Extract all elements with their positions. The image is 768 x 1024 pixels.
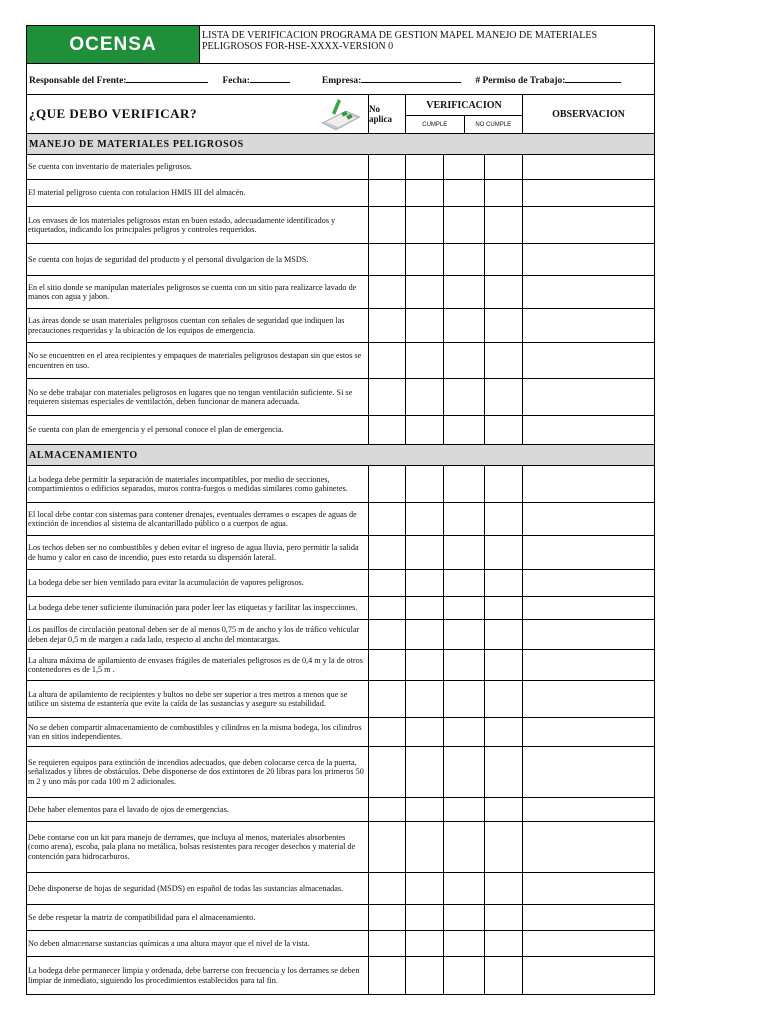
no-cumple-cell[interactable] [444,681,485,717]
question-header [27,95,369,133]
question-title: ¿QUE DEBO VERIFICAR? [29,106,197,121]
cumple-cell[interactable] [406,650,444,680]
responsable-field[interactable] [29,73,208,86]
cumple-cell[interactable] [406,873,444,904]
cumple-header: CUMPLE [406,116,465,133]
no-cumple-cell[interactable] [444,466,485,502]
no-cumple-cell[interactable] [444,822,485,872]
observacion-cell[interactable] [523,822,654,872]
table-row [27,747,654,798]
row-text: Se cuenta con hojas de seguridad del producto y el personal divulgacion de la MSDS. [27,244,369,275]
empresa-label: Empresa: [321,75,362,86]
no-aplica-cell[interactable] [369,244,406,275]
row-text: No se debe trabajar con materiales peligrosos en lugares que no tengan ventilación suficiente. Si se requieren sistemas especiales de ventilación, deben funcionar de manera adecuada. [27,379,369,415]
no-aplica-cell[interactable] [369,207,406,243]
fecha-label: Fecha: [222,75,250,86]
no-aplica-cell[interactable] [369,747,406,797]
cumple-cell[interactable] [406,207,444,243]
no-cumple-cell[interactable] [444,207,485,243]
no-cumple-cell[interactable] [444,503,485,535]
no-cumple-cell[interactable] [444,343,485,378]
table-row [27,379,654,416]
no-aplica-cell[interactable] [369,681,406,717]
no-cumple-cell[interactable] [444,276,485,308]
cumple-cell[interactable] [406,718,444,746]
no-aplica-cell[interactable] [369,503,406,535]
spacer-cell [485,244,523,275]
no-cumple-cell[interactable] [444,873,485,904]
cumple-cell[interactable] [406,244,444,275]
fecha-field[interactable] [222,73,289,86]
cumple-cell[interactable] [406,681,444,717]
observacion-cell[interactable] [523,718,654,746]
no-cumple-cell[interactable] [444,747,485,797]
no-cumple-cell[interactable] [444,536,485,569]
no-aplica-cell[interactable] [369,822,406,872]
row-text: La bodega debe permanecer limpia y ordenada, debe barrerse con frecuencia y los derrames se deben limpiar de inmediato, siguiendo los procedimientos establecidos para tal fin. [27,957,369,994]
no-aplica-cell[interactable] [369,536,406,569]
spacer-cell [485,620,523,649]
no-aplica-cell[interactable] [369,905,406,930]
table-row [27,244,654,276]
verificacion-header [406,95,523,133]
table-row [27,180,654,207]
observacion-cell[interactable] [523,798,654,821]
no-cumple-cell[interactable] [444,180,485,206]
table-row [27,822,654,873]
column-header [27,95,654,134]
permiso-label: # Permiso de Trabajo: [475,75,566,86]
observacion-cell[interactable] [523,597,654,619]
checklist-icon [316,97,366,131]
observacion-cell[interactable] [523,155,654,179]
row-text: Se cuenta con inventario de materiales peligrosos. [27,155,369,179]
row-text: La bodega debe permitir la separación de materiales incompatibles, por medio de secciones, compartimientos o edificios separados, muros contra-fuegos o medidas similares como gabinetes. [27,466,369,502]
row-text: Se cuenta con plan de emergencia y el personal conoce el plan de emergencia. [27,416,369,444]
no-aplica-cell[interactable] [369,416,406,444]
no-aplica-cell[interactable] [369,873,406,904]
spacer-cell [485,155,523,179]
cumple-cell[interactable] [406,931,444,956]
cumple-cell[interactable] [406,570,444,596]
no-cumple-cell[interactable] [444,620,485,649]
form-header [27,25,654,64]
table-row [27,620,654,650]
cumple-cell[interactable] [406,597,444,619]
row-text: El material peligroso cuenta con rotulacion HMIS III del almacén. [27,180,369,206]
spacer-cell [485,379,523,415]
no-cumple-cell[interactable] [444,597,485,619]
no-cumple-header: NO CUMPLE [475,121,512,128]
spacer-cell [485,873,523,904]
cumple-cell[interactable] [406,536,444,569]
logo-text: OCENSA [69,33,157,55]
observacion-cell[interactable] [523,416,654,444]
observacion-cell[interactable] [523,681,654,717]
observacion-header: OBSERVACION [552,108,625,120]
table-row [27,718,654,747]
no-aplica-cell[interactable] [369,466,406,502]
cumple-cell[interactable] [406,798,444,821]
section-title-manejo: MANEJO DE MATERIALES PELIGROSOS [27,134,654,155]
no-cumple-cell[interactable] [444,416,485,444]
table-row [27,466,654,503]
spacer-cell [485,276,523,308]
table-row [27,957,654,995]
no-cumple-cell[interactable] [444,244,485,275]
no-aplica-cell[interactable] [369,155,406,179]
cumple-cell[interactable] [406,503,444,535]
no-cumple-cell[interactable] [444,379,485,415]
spacer-cell [485,503,523,535]
no-aplica-cell[interactable] [369,650,406,680]
section-title-almacenamiento: ALMACENAMIENTO [27,445,654,466]
table-row [27,416,654,445]
observacion-cell[interactable] [523,905,654,930]
observacion-cell[interactable] [523,343,654,378]
spacer-cell [485,747,523,797]
no-cumple-cell[interactable] [444,650,485,680]
table-row [27,597,654,620]
observacion-cell[interactable] [523,207,654,243]
cumple-cell[interactable] [406,620,444,649]
ocensa-logo [27,26,200,63]
row-text: Debe haber elementos para el lavado de ojos de emergencias. [27,798,369,821]
no-aplica-cell[interactable] [369,597,406,619]
spacer-cell [485,207,523,243]
row-text: No deben almacenarse sustancias químicas a una altura mayor que el nivel de la vista. [27,931,369,956]
no-aplica-cell[interactable] [369,276,406,308]
observacion-cell[interactable] [523,620,654,649]
no-aplica-cell[interactable] [369,570,406,596]
spacer-cell [485,570,523,596]
spacer-cell [485,309,523,342]
table-row [27,309,654,343]
verificacion-title: VERIFICACION [406,95,522,116]
row-text: La bodega debe ser bien ventilado para evitar la acumulación de vapores peligrosos. [27,570,369,596]
table-row [27,681,654,718]
observacion-cell[interactable] [523,379,654,415]
spacer-cell [485,905,523,930]
no-aplica-cell[interactable] [369,798,406,821]
cumple-cell[interactable] [406,276,444,308]
row-text: La altura de apilamiento de recipientes y bultos no debe ser superior a tres metros a menos que se utilice un sistema de estantería que evite la caída de las sustancias y asegure su estabilidad. [27,681,369,717]
no-cumple-cell[interactable] [444,957,485,994]
table-row [27,931,654,957]
observacion-cell[interactable] [523,570,654,596]
observacion-cell[interactable] [523,931,654,956]
responsable-label: Responsable del Frente: [29,75,127,86]
cumple-cell[interactable] [406,180,444,206]
spacer-cell [485,957,523,994]
no-cumple-cell[interactable] [444,570,485,596]
observacion-cell[interactable] [523,503,654,535]
cumple-cell[interactable] [406,466,444,502]
observacion-cell[interactable] [523,873,654,904]
table-row [27,570,654,597]
no-aplica-cell[interactable] [369,343,406,378]
row-text: Los pasillos de circulación peatonal deben ser de al menos 0,75 m de ancho y los de tráfico vehicular deben dejar 0,5 m de margen a cada lado, respecto al ancho del montacargas. [27,620,369,649]
meta-row [27,64,654,95]
table-row [27,503,654,536]
observacion-cell[interactable] [523,276,654,308]
no-cumple-cell[interactable] [444,905,485,930]
spacer-cell [485,681,523,717]
observacion-cell[interactable] [523,466,654,502]
spacer-cell [485,718,523,746]
row-text: No se encuentren en el area recipientes y empaques de materiales peligrosos destapan sin que estos se encuentren en uso. [27,343,369,378]
cumple-cell[interactable] [406,379,444,415]
spacer-cell [485,466,523,502]
table-row [27,343,654,379]
table-row [27,155,654,180]
spacer-cell [485,180,523,206]
row-text: Los envases de los materiales peligrosos estan en buen estado, adecuadamente identificados y etiquetados, indicando los principales peligros y controles requeridos. [27,207,369,243]
no-aplica-cell[interactable] [369,718,406,746]
no-aplica-cell[interactable] [369,379,406,415]
row-text: La altura máxima de apilamiento de envases frágiles de materiales peligrosos es de 0,4 m y la de otros contenedores es de 1,5 m . [27,650,369,680]
no-aplica-cell[interactable] [369,180,406,206]
spacer-cell [485,536,523,569]
no-aplica-cell[interactable] [369,931,406,956]
cumple-cell[interactable] [406,416,444,444]
no-aplica-cell[interactable] [369,309,406,342]
no-aplica-header: No aplica [369,95,406,133]
cumple-cell[interactable] [406,822,444,872]
row-text: La bodega debe tener suficiente iluminación para poder leer las etiquetas y facilitar las inspecciones. [27,597,369,619]
table-row [27,905,654,931]
cumple-cell[interactable] [406,309,444,342]
observacion-cell[interactable] [523,957,654,994]
observacion-cell[interactable] [523,309,654,342]
row-text: El local debe contar con sistemas para contener drenajes, eventuales derrames o escapes de aguas de extinción de incendios al sistema de alcantarillado público o a cuerpos de agua. [27,503,369,535]
observacion-cell[interactable] [523,536,654,569]
table-row [27,798,654,822]
row-text: Los techos deben ser no combustibles y deben evitar el ingreso de agua lluvia, pero permitir la salida de humo y calor en caso de incendio, pues esto retarda su dispersión lateral. [27,536,369,569]
table-row [27,650,654,681]
row-text: Se requieren equipos para extinción de incendios adecuados, que deben colocarse cerca de la puerta, señalizados y libres de obstáculos. Debe disponerse de dos extintores de 20 libras para los primeros 50 m 2 y uno más por cada 100 m 2 adicionales. [27,747,369,797]
spacer-cell [485,650,523,680]
no-cumple-cell[interactable] [444,718,485,746]
empresa-field[interactable] [322,73,461,86]
spacer-cell [485,822,523,872]
table-row [27,873,654,905]
spacer-cell [485,597,523,619]
observacion-cell[interactable] [523,244,654,275]
observacion-cell[interactable] [523,747,654,797]
observacion-cell[interactable] [523,180,654,206]
no-cumple-cell[interactable] [444,155,485,179]
permiso-field[interactable] [475,73,621,86]
row-text: En el sitio donde se manipulan materiales peligrosos se cuenta con un sitio para realizarce lavado de manos con agua y jabon. [27,276,369,308]
table-row [27,276,654,309]
cumple-cell[interactable] [406,905,444,930]
table-row [27,207,654,244]
no-aplica-cell[interactable] [369,620,406,649]
no-aplica-cell[interactable] [369,957,406,994]
row-text: Debe contarse con un kit para manejo de derrames, que incluya al menos, materiales absorbentes (como arena), escoba, pala plana no metálica, bolsas resistentes para recoger desechos y material de contención para hidrocarburos. [27,822,369,872]
no-cumple-cell[interactable] [444,309,485,342]
spacer-cell [485,416,523,444]
no-cumple-cell[interactable] [444,931,485,956]
row-text: No se deben compartir almacenamiento de combustibles y cilindros en la misma bodega, los cilindros van en sitios independientes. [27,718,369,746]
table-row [27,536,654,570]
row-text: Las áreas donde se usan materiales peligrosos cuentan con señales de seguridad que indiquen las precauciones requeridas y la ubicación de los equipos de emergencia. [27,309,369,342]
cumple-cell[interactable] [406,747,444,797]
no-cumple-cell[interactable] [444,798,485,821]
checklist-sheet [26,25,655,995]
document-title: LISTA DE VERIFICACION PROGRAMA DE GESTION MAPEL MANEJO DE MATERIALES PELIGROSOS FOR-HSE-XXXX-VERSION 0 [202,30,598,52]
row-text: Se debe respetar la matriz de compatibilidad para el almacenamiento. [27,905,369,930]
spacer-cell [485,931,523,956]
cumple-cell[interactable] [406,343,444,378]
row-text: Debe disponerse de hojas de seguridad (MSDS) en español de todas las sustancias almacenadas. [27,873,369,904]
cumple-cell[interactable] [406,957,444,994]
cumple-cell[interactable] [406,155,444,179]
spacer-cell [485,343,523,378]
observacion-cell[interactable] [523,650,654,680]
spacer-cell [485,798,523,821]
